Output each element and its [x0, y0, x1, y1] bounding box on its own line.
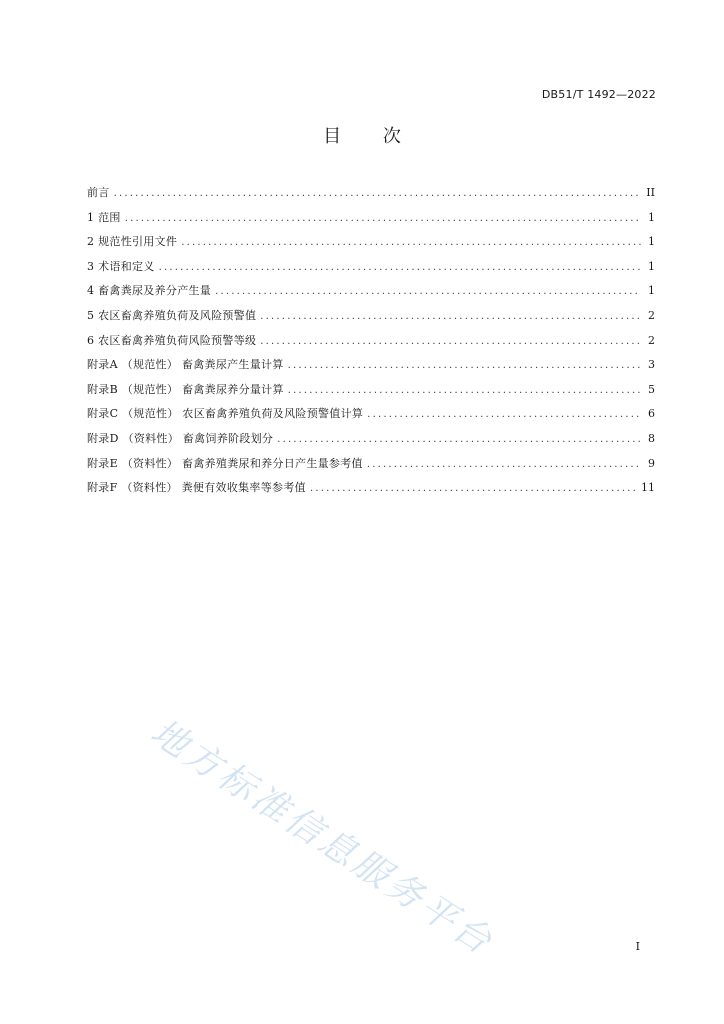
toc-entry-appendix-c[interactable] — [87, 405, 655, 430]
toc-entry-label: 附录D （资料性） 畜禽饲养阶段划分 — [87, 431, 274, 445]
toc-leader-dots — [277, 434, 641, 445]
toc-entry-label: 附录B （规范性） 畜禽粪尿养分量计算 — [87, 382, 284, 396]
toc-entry-page: 3 — [648, 358, 655, 372]
toc-entry-page: II — [646, 186, 655, 199]
toc-entry-page: 2 — [648, 308, 655, 322]
toc-entry-section-6[interactable] — [87, 332, 655, 357]
toc-entry-normative-references[interactable] — [87, 233, 655, 258]
toc-entry-page: 1 — [648, 284, 655, 298]
toc-entry-page: 6 — [648, 407, 655, 421]
toc-entry-label: 附录A （规范性） 畜禽粪尿产生量计算 — [87, 358, 284, 372]
toc-leader-dots — [310, 483, 637, 494]
toc-leader-dots — [215, 286, 641, 297]
toc-entry-section-4[interactable] — [87, 282, 655, 307]
toc-entry-label: 2 规范性引用文件 — [87, 235, 178, 249]
toc-leader-dots — [114, 188, 641, 199]
toc-entry-label: 5 农区畜禽养殖负荷及风险预警值 — [87, 308, 257, 322]
toc-entry-label: 附录C （规范性） 农区畜禽养殖负荷及风险预警值计算 — [87, 407, 364, 421]
toc-leader-dots — [367, 459, 641, 470]
toc-entry-appendix-d[interactable] — [87, 430, 655, 455]
toc-entry-appendix-a[interactable] — [87, 356, 655, 381]
toc-leader-dots — [288, 360, 641, 371]
toc-entry-label: 4 畜禽粪尿及养分产生量 — [87, 284, 212, 298]
toc-entry-label: 1 范围 — [87, 210, 121, 224]
table-of-contents — [87, 184, 655, 504]
toc-leader-dots — [125, 213, 641, 224]
toc-entry-label: 前言 — [87, 186, 110, 199]
toc-leader-dots — [288, 385, 641, 396]
toc-entry-page: 11 — [641, 481, 655, 495]
toc-leader-dots — [367, 409, 641, 420]
toc-entry-terms-definitions[interactable] — [87, 258, 655, 283]
toc-entry-section-5[interactable] — [87, 307, 655, 332]
toc-entry-label: 附录E （资料性） 畜禽养殖粪尿和养分日产生量参考值 — [87, 456, 363, 470]
toc-entry-appendix-f[interactable] — [87, 479, 655, 504]
toc-entry-label: 附录F （资料性） 粪便有效收集率等参考值 — [87, 481, 306, 495]
toc-entry-page: 9 — [648, 456, 655, 470]
toc-leader-dots — [260, 311, 641, 322]
watermark: 地方标准信息服务平台 — [143, 711, 502, 964]
page-number: I — [635, 940, 640, 953]
toc-entry-appendix-e[interactable] — [87, 455, 655, 480]
document-code: DB51/T 1492—2022 — [541, 88, 656, 101]
toc-leader-dots — [159, 262, 641, 273]
toc-entry-page: 1 — [648, 235, 655, 249]
toc-entry-label: 3 术语和定义 — [87, 259, 155, 273]
toc-entry-scope[interactable] — [87, 209, 655, 234]
toc-entry-page: 1 — [648, 259, 655, 273]
toc-leader-dots — [181, 237, 641, 248]
toc-entry-page: 8 — [648, 431, 655, 445]
page-title: 目 次 — [323, 126, 419, 147]
toc-entry-page: 1 — [648, 210, 655, 224]
toc-entry-label: 6 农区畜禽养殖负荷风险预警等级 — [87, 333, 257, 347]
toc-entry-foreword[interactable] — [87, 184, 655, 209]
toc-entry-page: 2 — [648, 333, 655, 347]
toc-entry-appendix-b[interactable] — [87, 381, 655, 406]
toc-leader-dots — [260, 336, 641, 347]
toc-entry-page: 5 — [648, 382, 655, 396]
